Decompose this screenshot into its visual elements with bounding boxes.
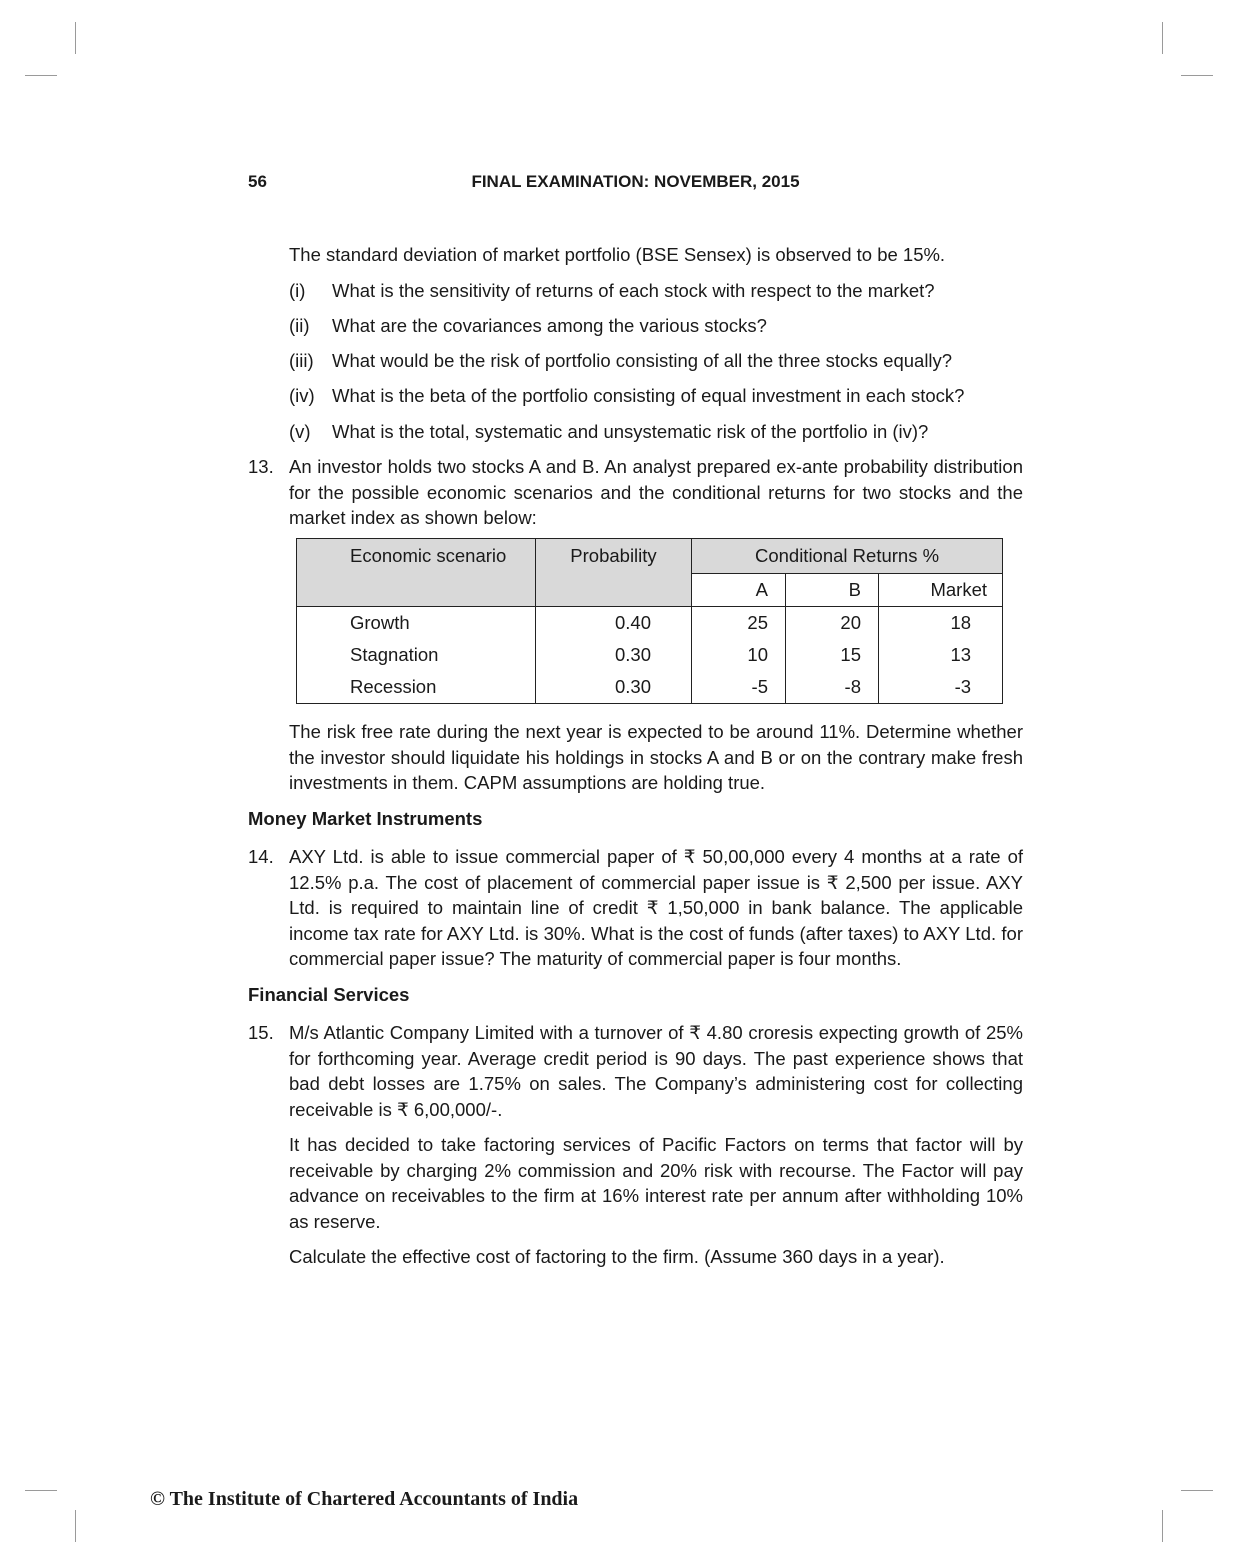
item-label: (ii): [289, 315, 310, 336]
question-paragraph: It has decided to take factoring services of Pacific Factors on terms that factor will by receivable by charging 2% commission and 20% risk with recourse. The Factor will pay advance on receivables to the firm at 16% interest rate per annum after withholding 10% as reserve.: [289, 1134, 1023, 1232]
item-label: (v): [289, 421, 311, 442]
header-conditional-returns: Conditional Returns %: [692, 539, 1003, 574]
item-text: What is the total, systematic and unsystematic risk of the portfolio in (iv)?: [332, 421, 929, 442]
question-number: 13.: [248, 456, 274, 477]
question-number: 15.: [248, 1022, 274, 1043]
subheader-market: Market: [879, 574, 1003, 607]
crop-mark: [25, 75, 57, 76]
question-followup-text: The risk free rate during the next year is expected to be around 11%. Determine whether the investor should liquidate his holdings in stocks A and B or on the contrary make fresh investments in them. CAPM assumptions are holding true.: [289, 721, 1023, 793]
item-label: (iii): [289, 350, 314, 371]
item-text: What would be the risk of portfolio consisting of all the three stocks equally?: [332, 350, 953, 371]
subheader-a: A: [692, 574, 786, 607]
question-text: M/s Atlantic Company Limited with a turnover of ₹ 4.80 croresis expecting growth of 25% for forthcoming year. Average credit period is 90 days. The past experience shows that bad debt losses are 1.75% on sales. The Company’s administering cost for collecting receivable is ₹ 6,00,000/-.: [289, 1022, 1023, 1120]
header-probability: Probability: [536, 539, 692, 574]
crop-mark: [1162, 1510, 1163, 1542]
item-label: (iv): [289, 385, 315, 406]
probability-cell: 0.30: [536, 671, 692, 704]
crop-mark: [25, 1490, 57, 1491]
crop-mark: [75, 1510, 76, 1542]
crop-mark: [75, 22, 76, 54]
page-title: FINAL EXAMINATION: NOVEMBER, 2015: [471, 172, 800, 191]
section-heading: Money Market Instruments: [248, 808, 483, 829]
item-text: What is the beta of the portfolio consisting of equal investment in each stock?: [332, 385, 965, 406]
table-header-row: [297, 539, 1003, 574]
return-a-cell: -5: [692, 671, 786, 704]
question-paragraph: Calculate the effective cost of factoring to the firm. (Assume 360 days in a year).: [289, 1246, 945, 1267]
table-row: [297, 607, 1003, 640]
question-text: An investor holds two stocks A and B. An analyst prepared ex-ante probability distribution for the possible economic scenarios and the conditional returns for two stocks and the market index as shown below:: [289, 456, 1023, 528]
crop-mark: [1162, 22, 1163, 54]
return-market-cell: 13: [879, 639, 1003, 671]
table-row: [297, 671, 1003, 704]
return-b-cell: 20: [786, 607, 879, 640]
scenario-cell: Stagnation: [297, 639, 536, 671]
return-b-cell: -8: [786, 671, 879, 704]
probability-cell: 0.30: [536, 639, 692, 671]
scenario-cell: Recession: [297, 671, 536, 704]
question-number: 14.: [248, 846, 274, 867]
return-market-cell: 18: [879, 607, 1003, 640]
return-a-cell: 25: [692, 607, 786, 640]
table-subheader-row: [297, 574, 1003, 607]
crop-mark: [1181, 75, 1213, 76]
probability-cell: 0.40: [536, 607, 692, 640]
section-heading: Financial Services: [248, 984, 410, 1005]
page-footer: © The Institute of Chartered Accountants of India: [150, 1488, 579, 1510]
question-text: AXY Ltd. is able to issue commercial paper of ₹ 50,00,000 every 4 months at a rate of 12.5% p.a. The cost of placement of commercial paper issue is ₹ 2,500 per issue. AXY Ltd. is required to maintain line of credit ₹ 1,50,000 in bank balance. The applicable income tax rate for AXY Ltd. is 30%. What is the cost of funds (after taxes) to AXY Ltd. for commercial paper issue? The maturity of commercial paper is four months.: [289, 846, 1023, 969]
item-label: (i): [289, 280, 306, 301]
return-market-cell: -3: [879, 671, 1003, 704]
item-text: What is the sensitivity of returns of each stock with respect to the market?: [332, 280, 935, 301]
scenario-cell: Growth: [297, 607, 536, 640]
return-b-cell: 15: [786, 639, 879, 671]
subheader-b: B: [786, 574, 879, 607]
page-number: 56: [248, 172, 267, 191]
crop-mark: [1181, 1490, 1213, 1491]
item-text: What are the covariances among the various stocks?: [332, 315, 767, 336]
header-economic-scenario: Economic scenario: [297, 539, 536, 574]
table-row: [297, 639, 1003, 671]
returns-table: [296, 538, 1003, 704]
intro-text: The standard deviation of market portfolio (BSE Sensex) is observed to be 15%.: [289, 244, 946, 265]
page-header: [248, 172, 1023, 194]
return-a-cell: 10: [692, 639, 786, 671]
